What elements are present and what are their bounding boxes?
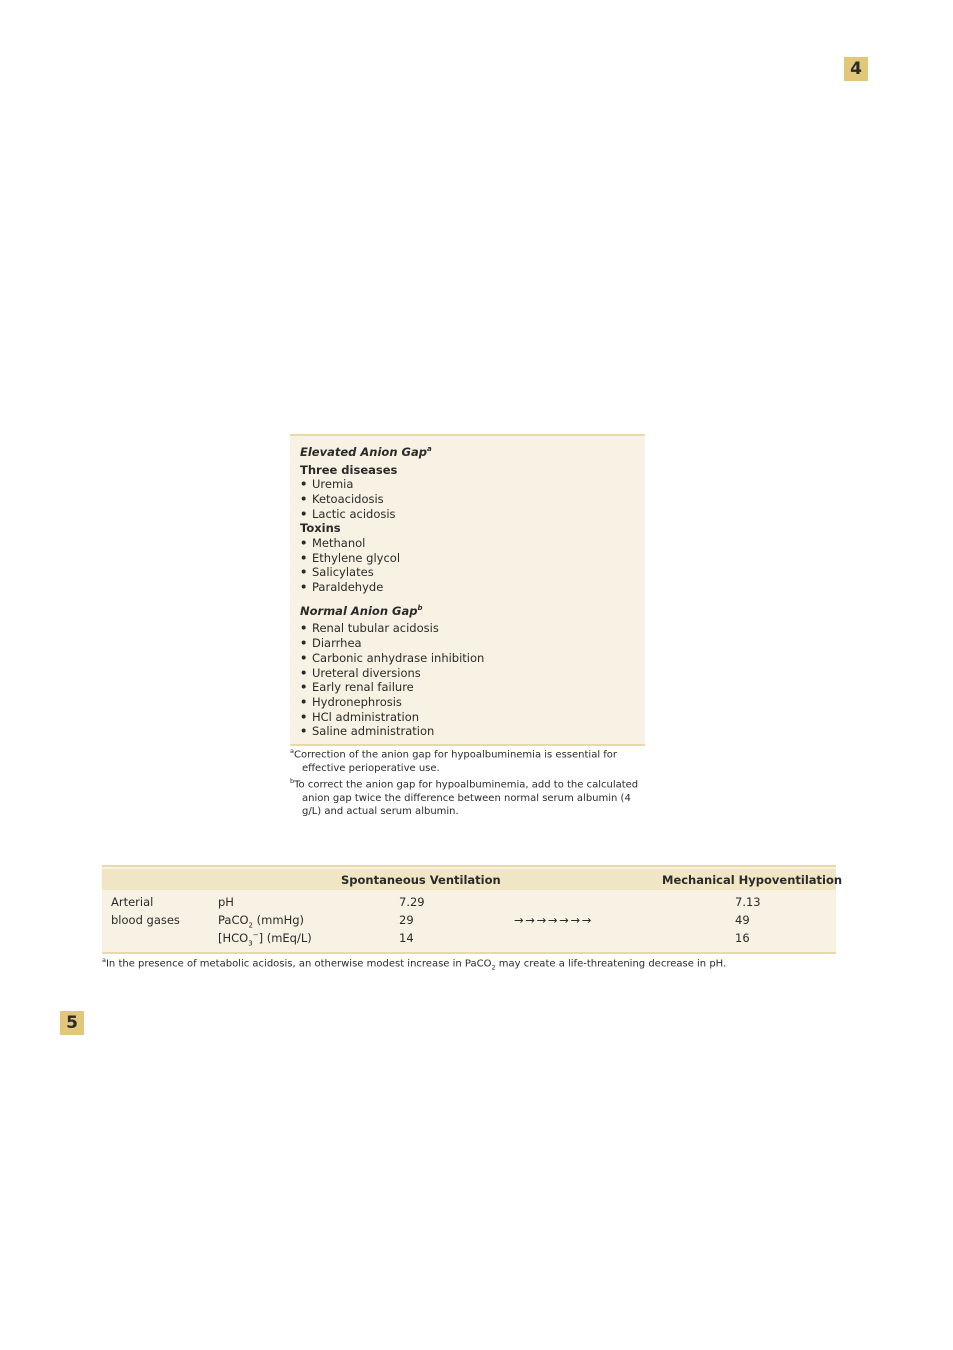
ph-label: pH (218, 895, 234, 909)
list-item-label: Paraldehyde (312, 580, 384, 595)
list-item-label: Diarrhea (312, 636, 362, 651)
column-header-spontaneous: Spontaneous Ventilation (341, 873, 501, 887)
bullet-icon: • (300, 506, 308, 521)
footnote-marker: a (102, 956, 106, 964)
three-diseases-heading: Three diseases (300, 462, 398, 477)
list-item (290, 680, 645, 695)
hco3-mechanical-value: 16 (735, 931, 750, 945)
footnote-text: To correct the anion gap for hypoalbuminemia, add to the calculated anion gap twice the difference between normal serum albumin (4 g/L) and actual serum albumin. (294, 779, 639, 818)
list-item (290, 695, 645, 710)
bullet-icon: • (300, 580, 308, 595)
bullet-icon: • (300, 665, 308, 680)
list-item-label: HCl administration (312, 709, 420, 724)
footnote-marker: b (417, 603, 423, 612)
footnote-text: In the presence of metabolic acidosis, an otherwise modest increase in PaCO (105, 958, 492, 970)
ph-spontaneous-value: 7.29 (399, 895, 425, 909)
list-item-label: Hydronephrosis (312, 694, 402, 709)
list-item (290, 536, 645, 551)
list-item-label: Saline administration (312, 724, 435, 739)
footnote-text: may create a life-threatening decrease in pH. (495, 958, 727, 970)
footnote-a (290, 745, 650, 775)
bullet-icon: • (300, 694, 308, 709)
list-item-label: Renal tubular acidosis (312, 621, 439, 636)
list-item (290, 565, 645, 580)
page-number-badge: 4 (844, 57, 868, 81)
subscript: 2 (248, 921, 254, 930)
normal-anion-gap-list (290, 621, 645, 739)
bullet-icon: • (300, 550, 308, 565)
subscript: 3 (248, 939, 253, 948)
footnote-marker: b (290, 777, 295, 786)
superscript: − (252, 931, 259, 940)
paco2-spontaneous-value: 29 (399, 913, 414, 927)
list-item (290, 636, 645, 651)
normal-anion-gap-heading (290, 601, 645, 619)
hco3-label (218, 931, 312, 947)
paco2-mechanical-value: 49 (735, 913, 750, 927)
footnote-b (290, 775, 650, 819)
list-item-label: Methanol (312, 536, 366, 551)
elevated-anion-gap-title: Elevated Anion Gap (300, 444, 427, 459)
bullet-icon: • (300, 477, 308, 492)
anion-gap-box (290, 434, 645, 746)
list-item-label: Lactic acidosis (312, 506, 396, 521)
arrow-sequence-icon: → → → → → → → (514, 913, 591, 927)
list-item (290, 477, 645, 492)
list-item-label: Ethylene glycol (312, 550, 401, 565)
toxins-list (290, 536, 645, 595)
row-label: blood gases (111, 913, 180, 927)
bullet-icon: • (300, 709, 308, 724)
label-text: ] (mEq/L) (258, 931, 312, 945)
list-item (290, 551, 645, 566)
column-header-mechanical: Mechanical Hypoventilation (662, 873, 843, 887)
list-item (290, 724, 645, 739)
toxins-heading: Toxins (300, 521, 341, 536)
list-item (290, 710, 645, 725)
footnote-marker: a (290, 747, 294, 755)
paco2-label (218, 913, 304, 929)
bullet-icon: • (300, 565, 308, 580)
bullet-icon: • (300, 536, 308, 551)
bullet-icon: • (300, 724, 308, 739)
list-item (290, 507, 645, 522)
list-item (290, 651, 645, 666)
list-item-label: Uremia (312, 477, 354, 492)
three-diseases-list (290, 477, 645, 521)
row-label: Arterial (111, 895, 154, 909)
elevated-anion-gap-heading (290, 442, 645, 460)
subscript: 2 (491, 963, 496, 972)
list-item-label: Ketoacidosis (312, 491, 384, 506)
list-item (290, 492, 645, 507)
anion-gap-footnotes (290, 745, 650, 819)
list-item (290, 580, 645, 595)
label-text: (mmHg) (253, 913, 304, 927)
bullet-icon: • (300, 491, 308, 506)
bullet-icon: • (300, 636, 308, 651)
label-text: [HCO (218, 931, 249, 945)
list-item-label: Carbonic anhydrase inhibition (312, 650, 485, 665)
footnote-text: Correction of the anion gap for hypoalbuminemia is essential for effective perioperative use. (293, 749, 618, 774)
list-item-label: Ureteral diversions (312, 665, 421, 680)
list-item (290, 621, 645, 636)
list-item-label: Early renal failure (312, 680, 414, 695)
bullet-icon: • (300, 621, 308, 636)
page-number-badge: 5 (60, 1011, 84, 1035)
ph-mechanical-value: 7.13 (735, 895, 761, 909)
hco3-spontaneous-value: 14 (399, 931, 414, 945)
footnote-marker: a (426, 445, 432, 453)
bullet-icon: • (300, 680, 308, 695)
list-item-label: Salicylates (312, 565, 374, 580)
bullet-icon: • (300, 650, 308, 665)
normal-anion-gap-title: Normal Anion Gap (300, 603, 418, 618)
label-text: PaCO (218, 913, 249, 927)
blood-gas-footnote (102, 956, 842, 971)
list-item (290, 666, 645, 681)
blood-gas-table (102, 865, 843, 954)
